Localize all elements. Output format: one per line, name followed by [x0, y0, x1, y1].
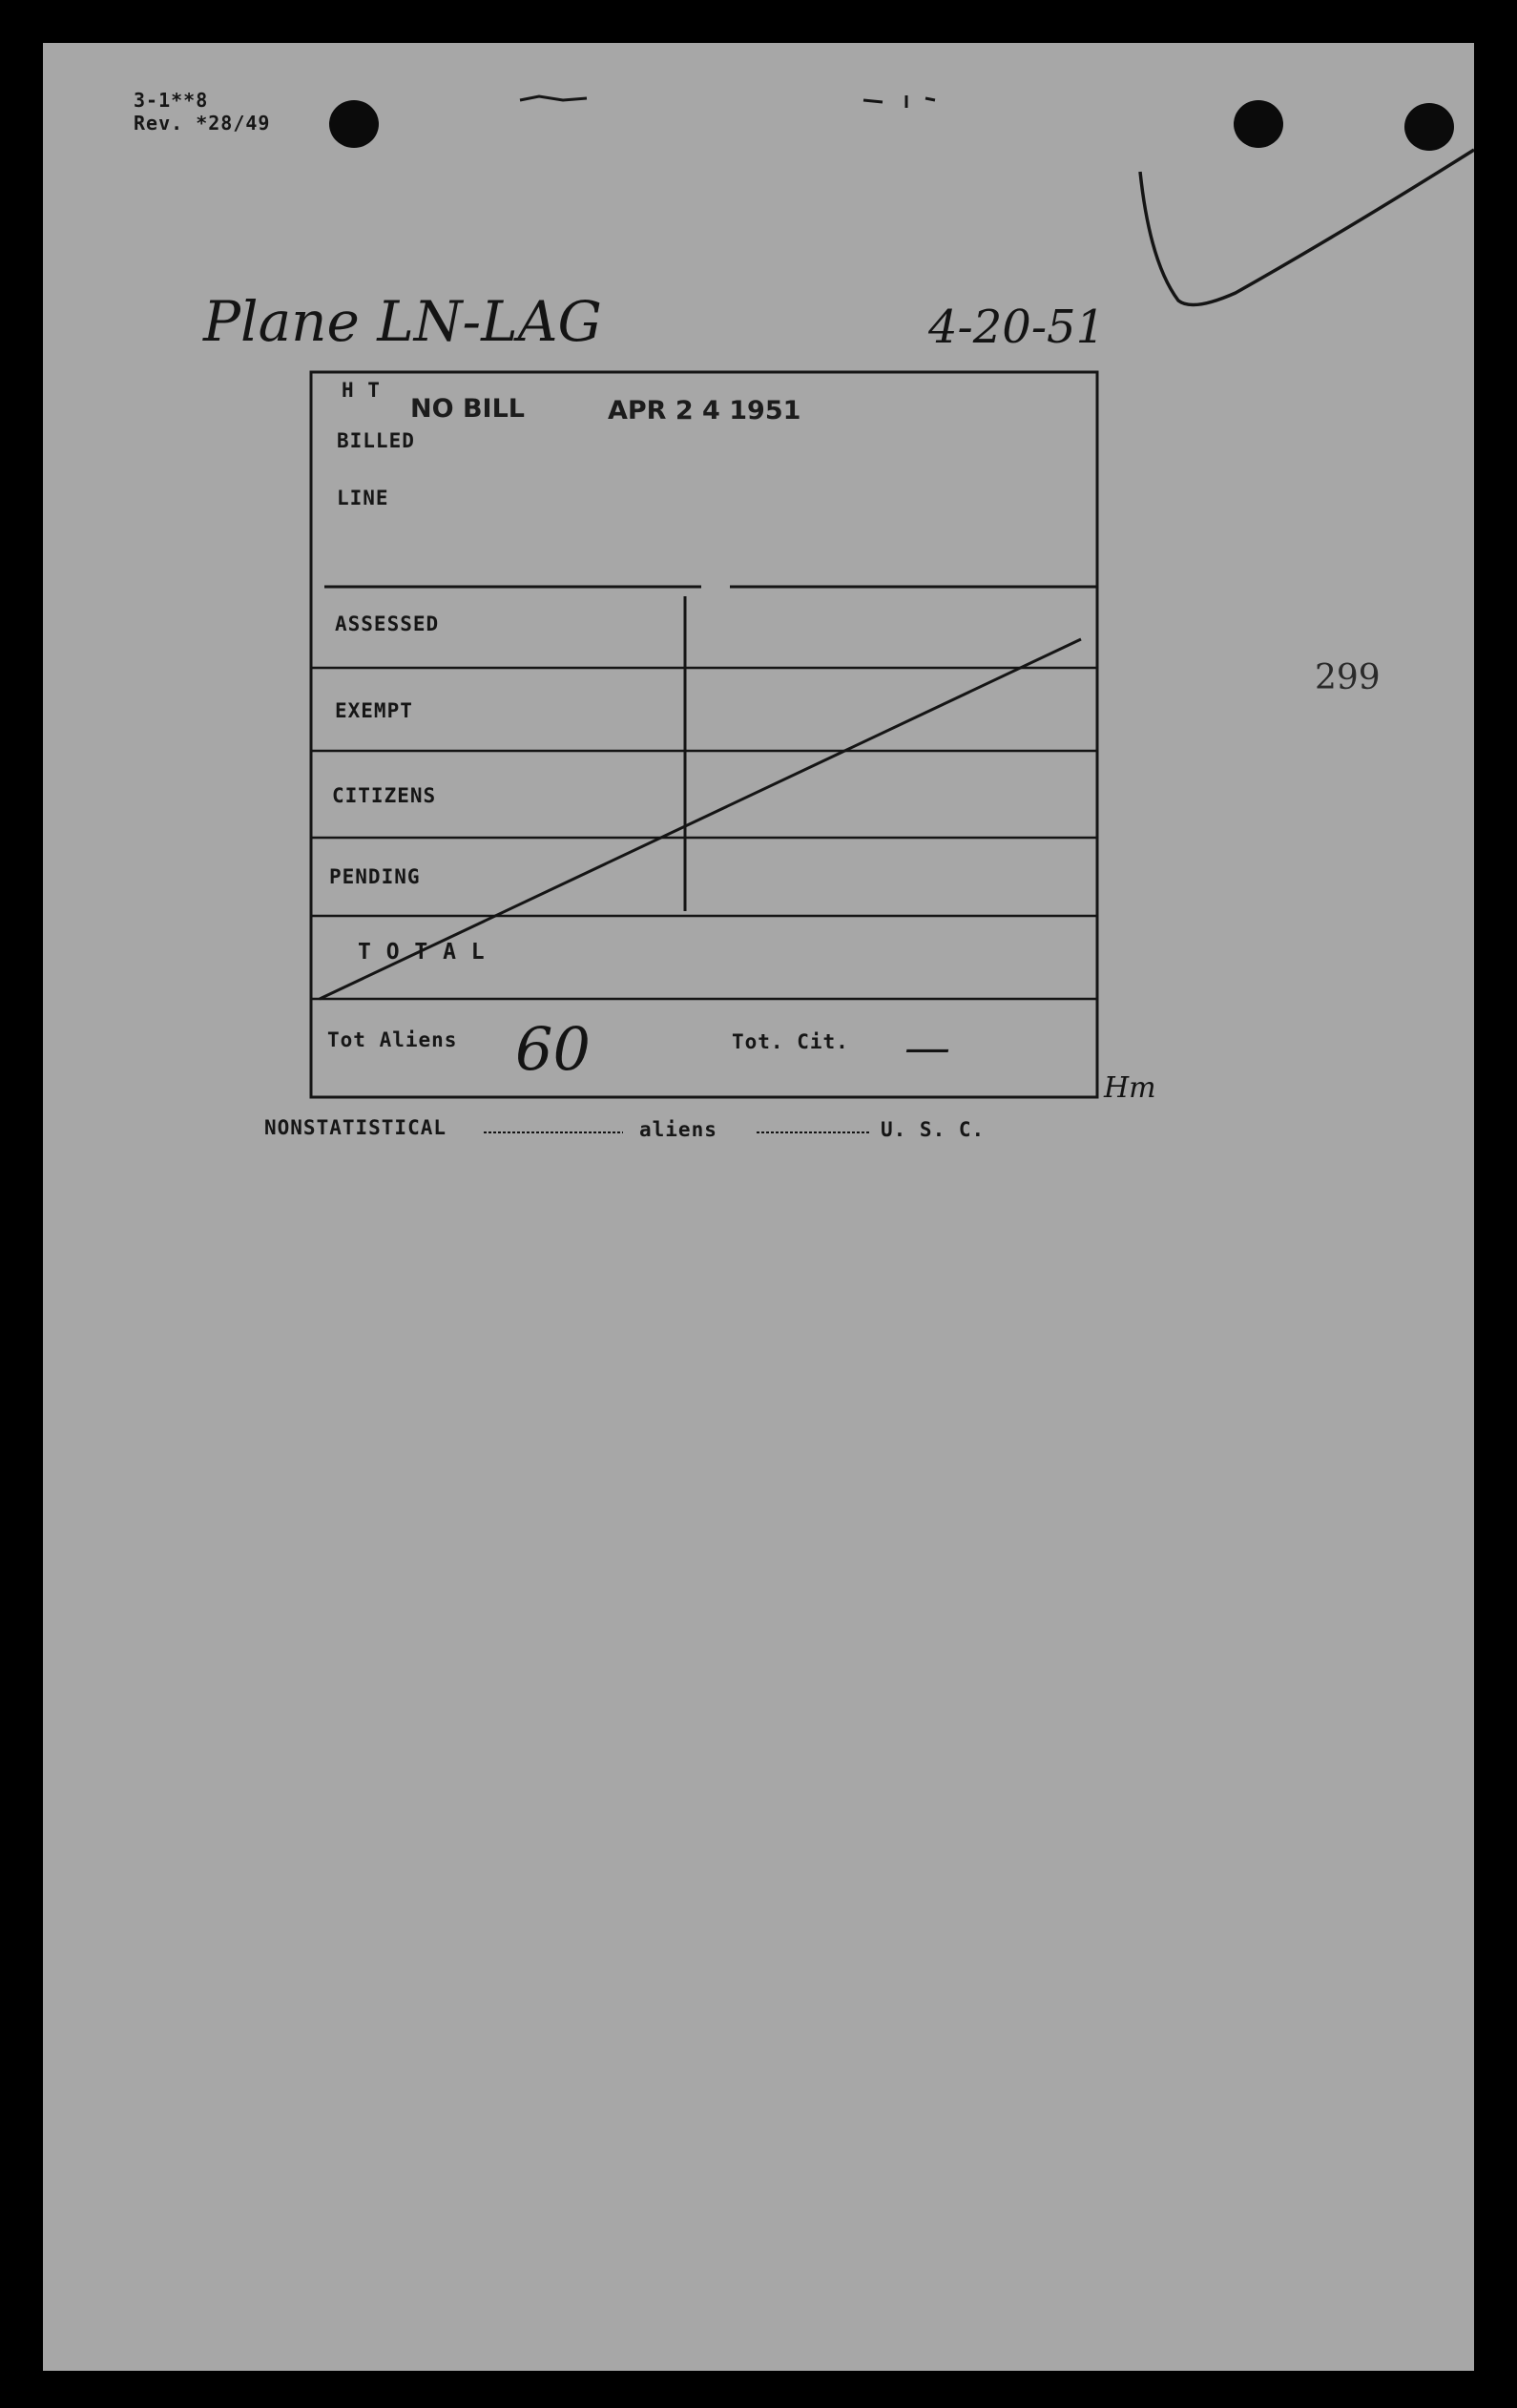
page-number: 299	[1315, 658, 1381, 697]
top-scribble-left	[520, 96, 587, 100]
label-total: T O T A L	[358, 940, 486, 965]
label-line: LINE	[337, 487, 389, 509]
top-scribble-mid	[863, 95, 935, 108]
label-nonstatistical: NONSTATISTICAL	[264, 1116, 447, 1139]
initials-handwriting: Hm	[1104, 1071, 1156, 1105]
citizens-dash-handwriting: —	[904, 1021, 950, 1074]
row-label-citizens: CITIZENS	[332, 784, 437, 807]
label-ht: H T	[342, 379, 381, 402]
no-bill-stamp: NO BILL	[410, 394, 525, 424]
label-billed: BILLED	[337, 429, 415, 452]
date-handwriting: 4-20-51	[928, 301, 1106, 354]
form-revision: Rev. *28/49	[134, 112, 271, 135]
cancel-diagonal	[320, 639, 1081, 999]
label-tot-aliens: Tot Aliens	[327, 1028, 458, 1051]
tally-box-border	[311, 372, 1097, 1097]
form-number: 3-1**8	[134, 89, 209, 112]
aliens-count-handwriting: 60	[515, 1014, 591, 1084]
document-sheet	[43, 43, 1474, 2371]
check-mark	[1140, 150, 1474, 305]
row-label-exempt: EXEMPT	[335, 699, 413, 722]
label-aliens: aliens	[639, 1118, 717, 1141]
form-lines	[43, 43, 1474, 2371]
plane-handwriting: Plane LN-LAG	[203, 289, 602, 354]
row-label-pending: PENDING	[329, 865, 421, 888]
label-usc: U. S. C.	[881, 1118, 986, 1141]
date-stamp: APR 2 4 1951	[608, 396, 801, 426]
row-label-assessed: ASSESSED	[335, 612, 440, 635]
label-tot-cit: Tot. Cit.	[732, 1030, 849, 1053]
